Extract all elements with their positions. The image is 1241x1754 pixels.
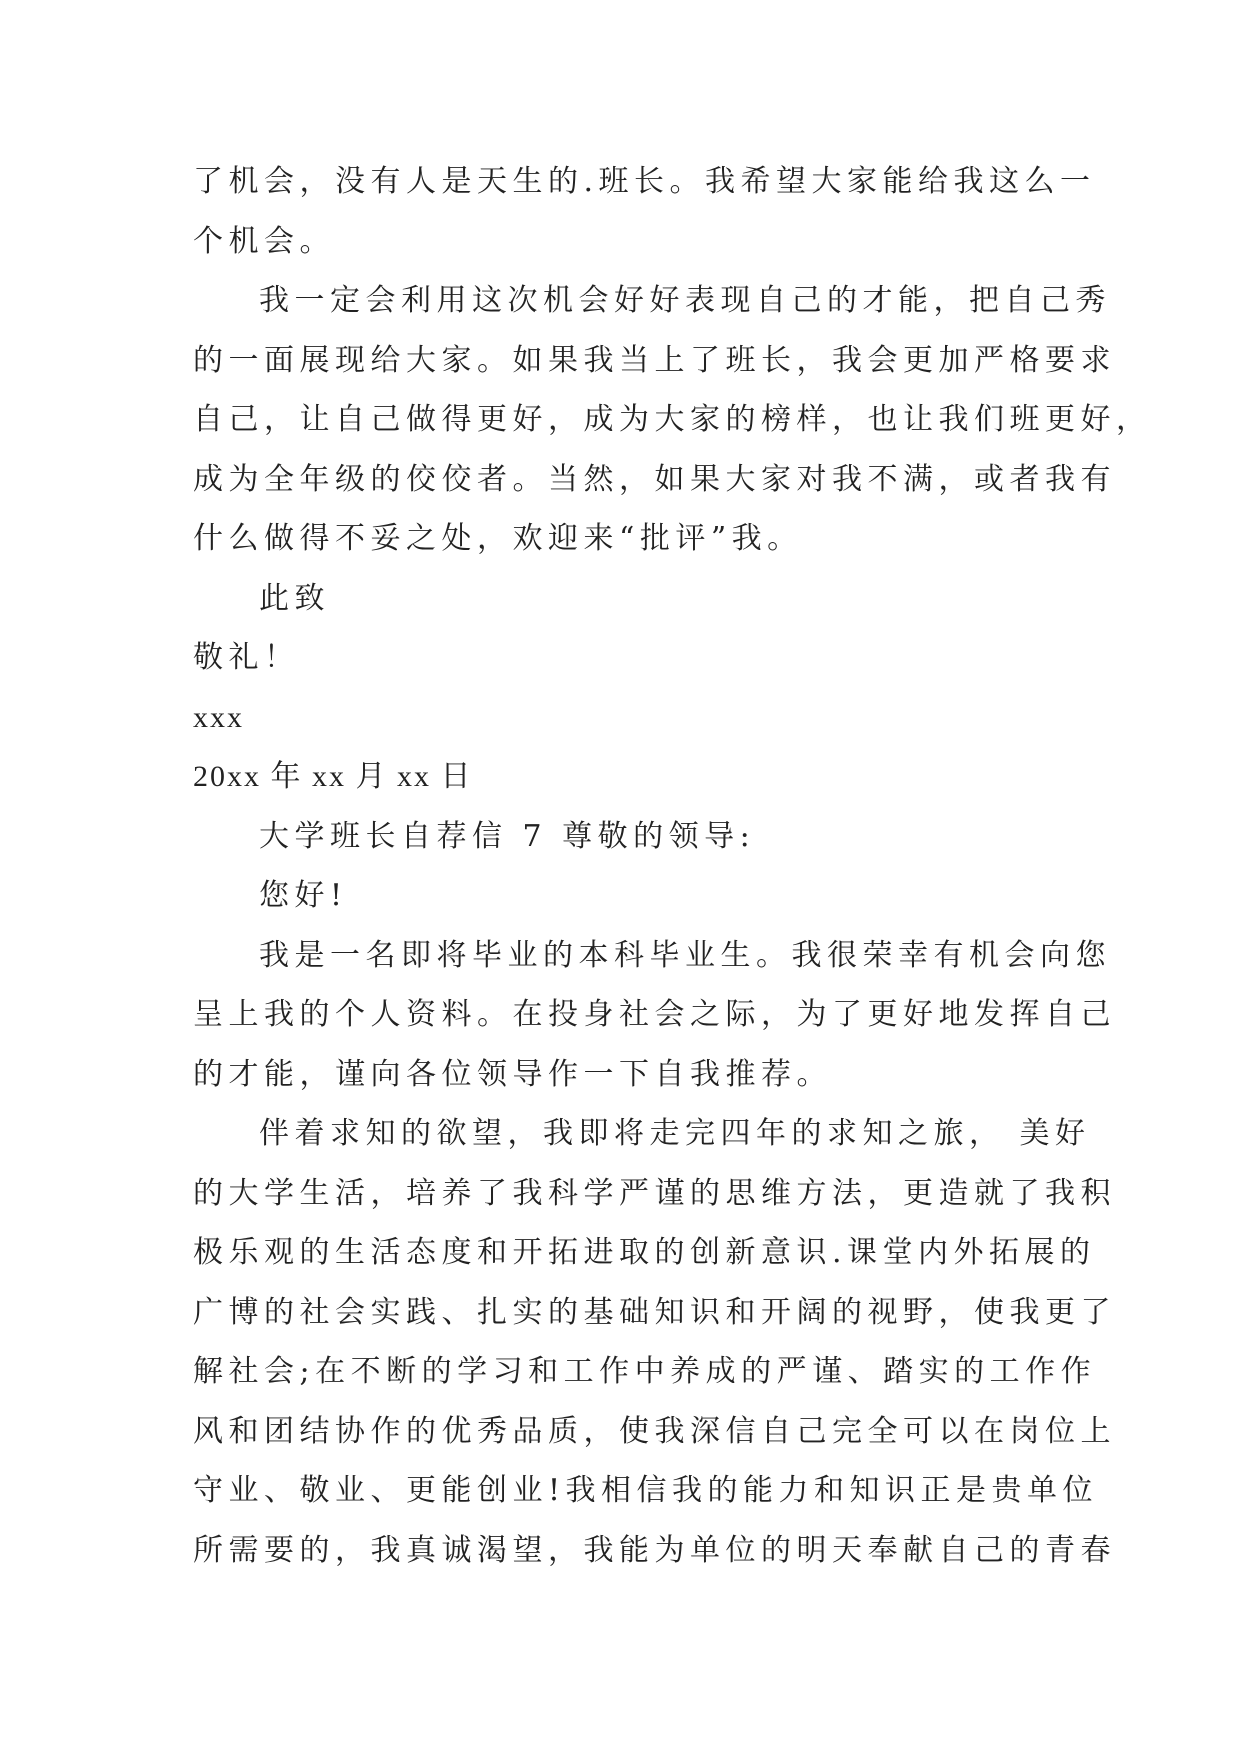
document-body	[193, 152, 1152, 1580]
closing-salutation: 此致	[259, 580, 330, 616]
text-line: 什么做得不妥之处，欢迎来“批评”我。	[193, 521, 803, 556]
greeting: 您好!	[259, 878, 348, 913]
text-line: 成为全年级的佼佼者。当然，如果大家对我不满，或者我有	[193, 461, 1116, 497]
letter-heading: 大学班长自荐信 7 尊敬的领导:	[259, 818, 756, 854]
text-line: 的才能，谨向各位领导作一下自我推荐。	[193, 1056, 832, 1092]
closing-regards: 敬礼！	[193, 640, 300, 675]
text-line: 极乐观的生活态度和开拓进取的创新意识.课堂内外拓展的	[193, 1235, 1096, 1270]
text-line: 了机会，没有人是天生的.班长。我希望大家能给我这么一	[193, 164, 1096, 199]
text-line: 广博的社会实践、扎实的基础知识和开阔的视野，使我更了	[193, 1294, 1116, 1330]
text-line: 自己，让自己做得更好，成为大家的榜样，也让我们班更好，	[193, 402, 1152, 437]
text-line: 守业、敬业、更能创业!我相信我的能力和知识正是贵单位	[193, 1473, 1099, 1508]
signature-date: 20xx 年 xx 月 xx 日	[193, 760, 473, 793]
signature-name: xxx	[193, 700, 244, 734]
text-line: 我是一名即将毕业的本科毕业生。我很荣幸有机会向您	[259, 937, 1111, 973]
text-line: 风和团结协作的优秀品质，使我深信自己完全可以在岗位上	[193, 1413, 1116, 1449]
text-line: 呈上我的个人资料。在投身社会之际，为了更好地发挥自己	[193, 997, 1116, 1032]
text-line: 所需要的，我真诚渴望，我能为单位的明天奉献自己的青春	[193, 1532, 1116, 1568]
text-line: 个机会。	[193, 223, 335, 259]
text-line: 的一面展现给大家。如果我当上了班长，我会更加严格要求	[193, 342, 1116, 378]
text-line: 伴着求知的欲望，我即将走完四年的求知之旅， 美好	[259, 1116, 1091, 1151]
text-line: 解社会;在不断的学习和工作中养成的严谨、踏实的工作作	[193, 1354, 1097, 1389]
text-line: 的大学生活，培养了我科学严谨的思维方法，更造就了我积	[193, 1175, 1116, 1211]
text-line: 我一定会利用这次机会好好表现自己的才能，把自己秀	[259, 283, 1111, 318]
